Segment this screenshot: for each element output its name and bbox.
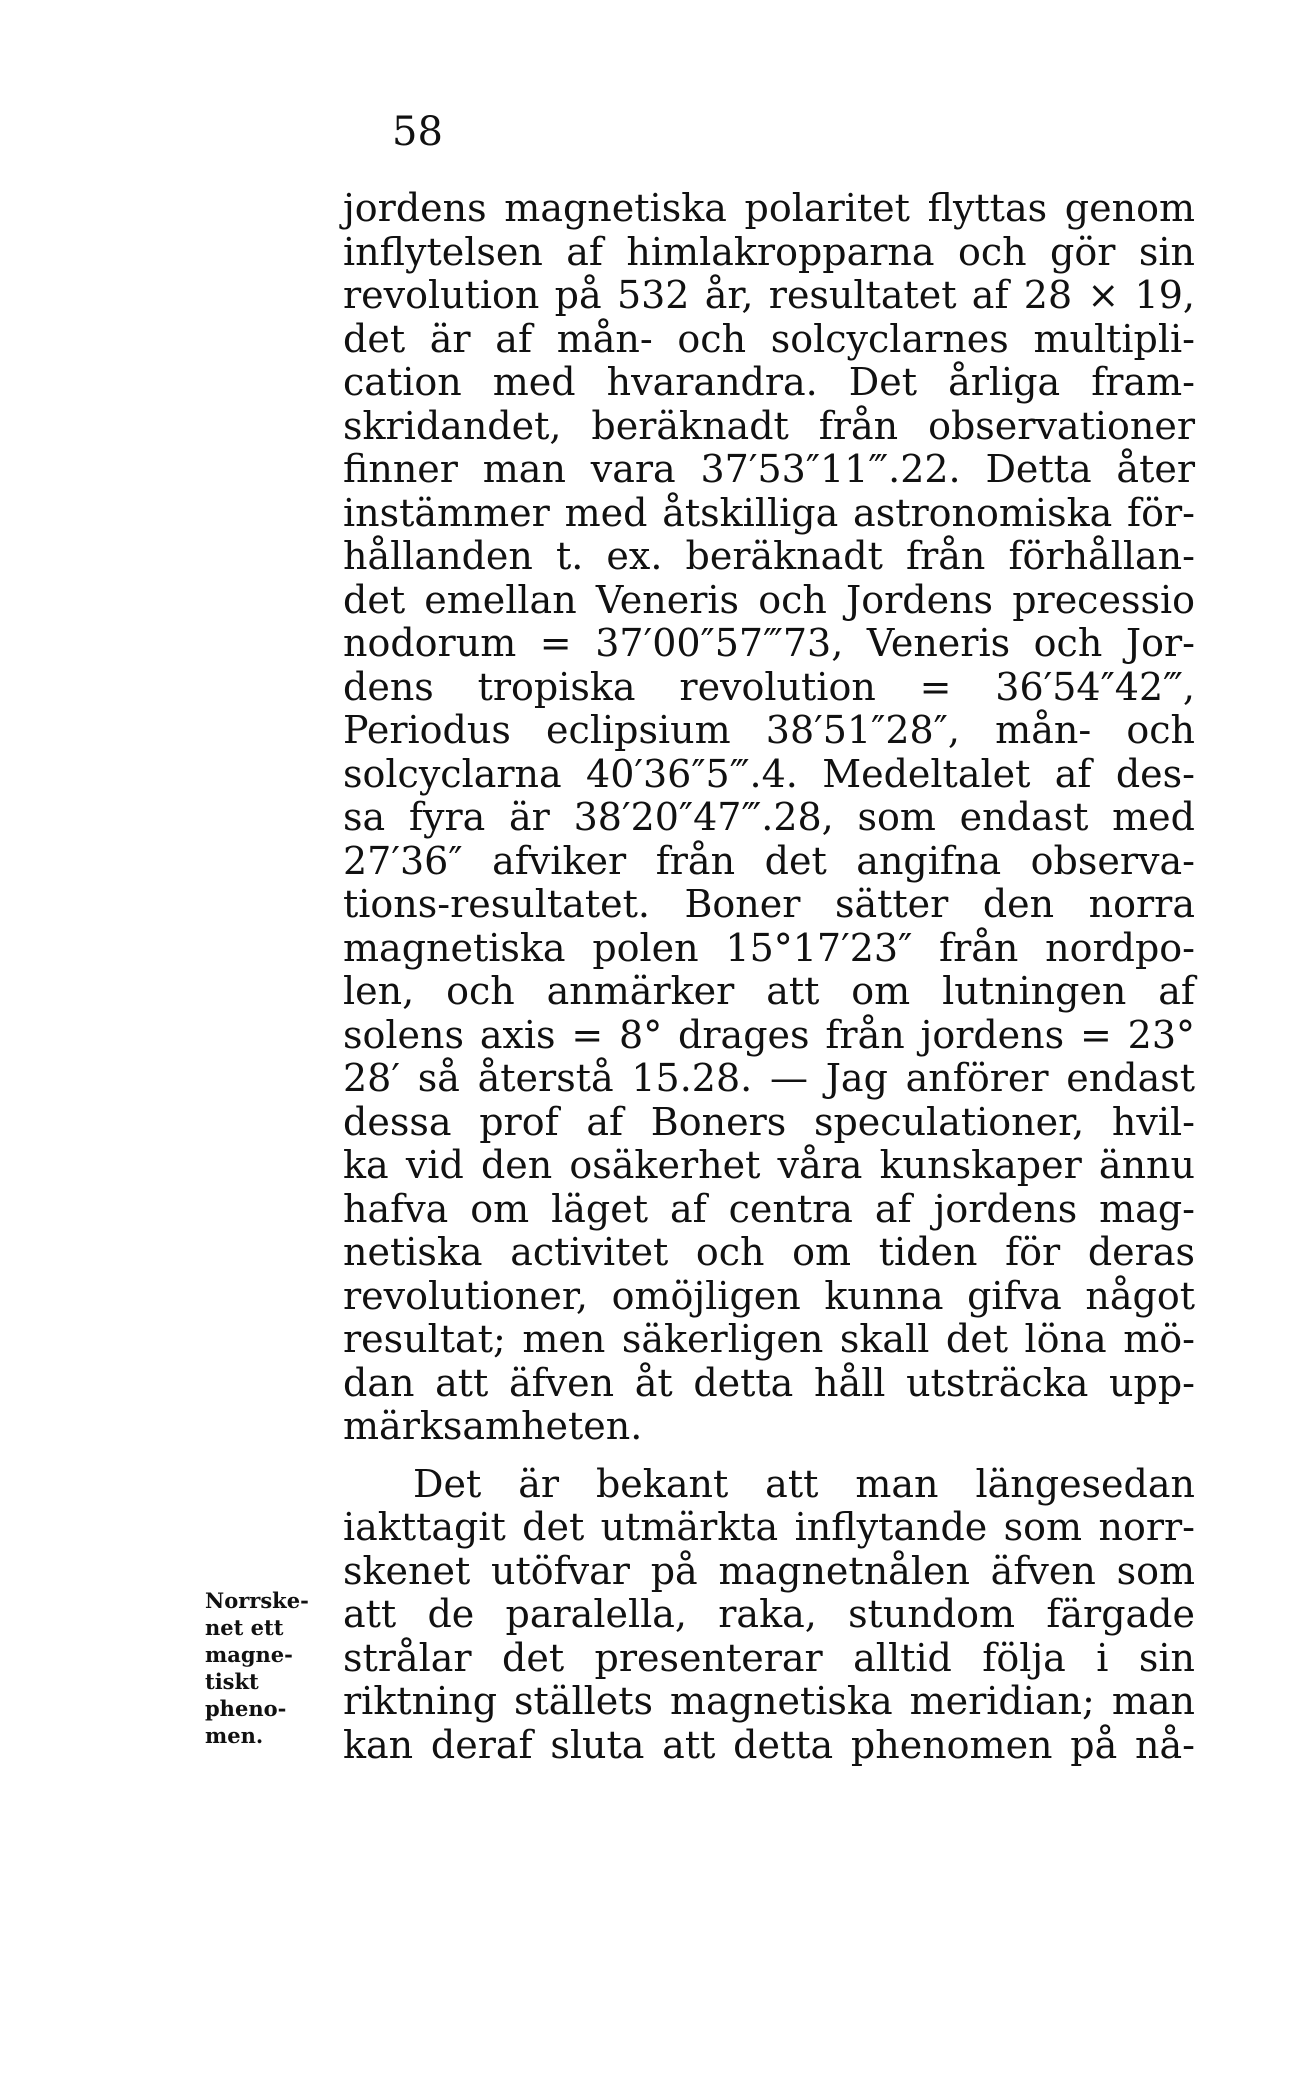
text-line: cation med hvarandra. Det årliga fram- [343,360,1195,404]
text-line: att de paralella, raka, stundom färgade [343,1592,1195,1636]
text-line: jordens magnetiska polaritet flyttas genom [343,186,1195,230]
text-line: det är af mån- och solcyclarnes multipli- [343,316,1195,361]
text-line: 27′36″ afviker från det angifna observa- [343,838,1195,883]
text-line: iakttagit det utmärkta inflytande som norr- [343,1505,1195,1549]
margin-note-line: Norrske- [205,1588,309,1613]
text-line: len, och anmärker att om lutningen af [343,969,1195,1013]
text-line: revolution på 532 år, resultatet af 28 × 19, [343,273,1195,317]
text-line: tions-resultatet. Boner sätter den norra [343,882,1195,926]
text-line: ka vid den osäkerhet våra kunskaper ännu [343,1143,1195,1187]
text-line: solens axis = 8° drages från jordens = 23° [343,1012,1195,1057]
text-line: kan deraf sluta att detta phenomen på nå- [343,1722,1195,1767]
text-line: märksamheten. [343,1404,643,1448]
margin-note-line: net ett [205,1615,284,1640]
margin-note-line: tiskt [205,1669,259,1694]
paragraph-2 [343,1463,1195,1768]
text-line: hafva om läget af centra af jordens mag- [343,1186,1195,1231]
text-line: solcyclarna 40′36″5‴.4. Medeltalet af des- [343,751,1195,796]
paragraph-1 [343,187,1195,1449]
text-line: skenet utöfvar på magnetnålen äfven som [343,1548,1195,1593]
text-line: Det är bekant att man längesedan [413,1461,1195,1506]
text-line: strålar det presenterar alltid följa i sin [343,1635,1195,1680]
margin-note-line: pheno- [205,1696,287,1721]
text-line: dens tropiska revolution = 36′54″42‴, [343,664,1195,709]
text-line: nodorum = 37′00″57‴73, Veneris och Jor- [343,621,1195,665]
margin-note-line: magne- [205,1642,293,1667]
text-line: hållanden t. ex. beräknadt från förhållan- [343,534,1195,578]
page-number: 58 [392,109,443,155]
text-line: magnetiska polen 15°17′23″ från nordpo- [343,925,1195,970]
text-line: riktning ställets magnetiska meridian; man [343,1679,1195,1723]
text-line: instämmer med åtskilliga astronomiska för- [343,490,1195,535]
margin-note-line: men. [205,1723,264,1748]
text-line: netiska activitet och om tiden för deras [343,1230,1195,1274]
text-line: sa fyra är 38′20″47‴.28, som endast med [343,795,1195,839]
text-line: Periodus eclipsium 38′51″28″, mån- och [343,708,1195,752]
body-text [343,187,1195,1767]
text-line: revolutioner, omöjligen kunna gifva något [343,1273,1195,1318]
text-line: dessa prof af Boners speculationer, hvil- [343,1099,1195,1144]
text-line: inflytelsen af himlakropparna och gör sin [343,229,1195,274]
text-line: dan att äfven åt detta håll utsträcka upp- [343,1360,1195,1405]
text-line: resultat; men säkerligen skall det löna mö- [343,1317,1195,1361]
text-line: det emellan Veneris och Jordens precessio [343,577,1195,622]
margin-note [205,1587,325,1749]
text-line: 28′ så återstå 15.28. — Jag anförer endast [343,1056,1195,1100]
text-line: skridandet, beräknadt från observationer [343,403,1195,448]
text-line: finner man vara 37′53″11‴.22. Detta åter [343,447,1195,491]
